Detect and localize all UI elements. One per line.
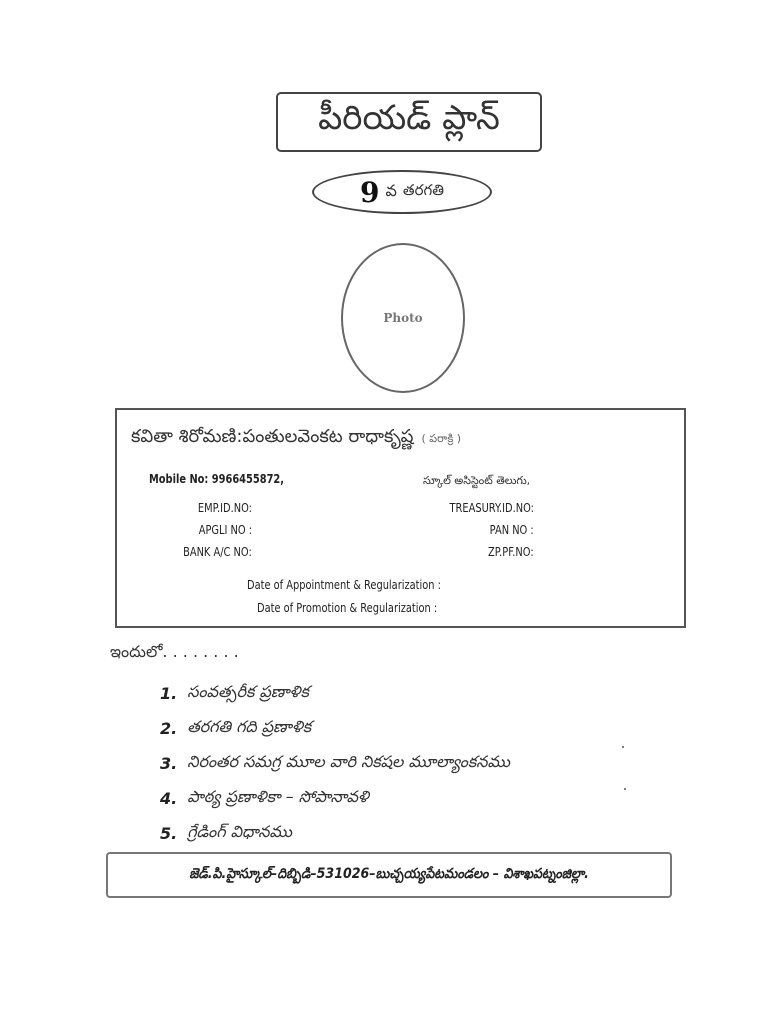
list-item xyxy=(160,816,510,851)
list-item xyxy=(160,676,510,711)
treasury-id-label: TREASURY.ID.NO: xyxy=(449,501,534,515)
list-item-number: 3. xyxy=(160,754,178,773)
appointment-date-label: Date of Appointment & Regularization : xyxy=(247,578,441,592)
pan-label: PAN NO : xyxy=(489,523,534,537)
class-badge xyxy=(312,170,492,214)
photo-label: Photo xyxy=(383,311,423,325)
speck-mark xyxy=(622,746,624,748)
contents-heading: ఇందులో. . . . . . . . xyxy=(110,642,239,661)
list-item-number: 4. xyxy=(160,789,178,808)
teacher-info-box xyxy=(115,408,686,628)
list-item-text: పాఠ్య ప్రణాళికా – సోపానావళి xyxy=(187,787,369,806)
promotion-date-label: Date of Promotion & Regularization : xyxy=(257,601,438,615)
teacher-name-note: ( పరాక్రి ) xyxy=(421,432,462,445)
photo-placeholder xyxy=(341,243,465,393)
apgli-label: APGLI NO : xyxy=(198,523,252,537)
list-item-number: 5. xyxy=(160,824,178,843)
designation: స్కూల్ అసిస్టెంట్ తెలుగు, xyxy=(423,474,531,487)
poet-title: కవితా శిరోమణి: xyxy=(131,426,243,447)
list-item-text: గ్రేడింగ్ విధానము xyxy=(187,822,292,841)
list-item-text: తరగతి గది ప్రణాళిక xyxy=(187,717,312,736)
zp-pf-label: ZP.PF.NO: xyxy=(488,545,534,559)
list-item xyxy=(160,711,510,746)
bank-account-label: BANK A/C NO: xyxy=(183,545,252,559)
emp-id-label: EMP.ID.NO: xyxy=(197,501,252,515)
list-item-text: సంవత్సరీక ప్రణాళిక xyxy=(187,682,309,701)
class-number: 9 xyxy=(360,175,380,209)
list-item xyxy=(160,746,510,781)
list-item-number: 1. xyxy=(160,684,178,703)
teacher-name: పంతులవెంకట రాధాకృష్ణ xyxy=(242,426,414,447)
list-item-number: 2. xyxy=(160,719,178,738)
list-item-text: నిరంతర సమగ్ర మూల వారి నికషల మూల్యాంకనము xyxy=(187,752,510,771)
mobile-number: Mobile No: 9966455872, xyxy=(149,472,285,486)
list-item xyxy=(160,781,510,816)
contents-list xyxy=(160,676,510,851)
teacher-name-row xyxy=(131,426,461,451)
school-address: జెడ్.పి.హైస్కూల్–దిబ్బిడి–531026–బుచ్చయ్యపేటమండలం – విశాఖపట్నంజిల్లా. xyxy=(189,865,589,882)
document-title: పీరియడ్ ప్లాన్ xyxy=(318,98,500,138)
class-word: తరగతి xyxy=(402,181,444,199)
school-address-box xyxy=(106,852,672,898)
speck-mark xyxy=(624,788,626,790)
class-suffix: వ xyxy=(385,180,397,200)
document-title-box xyxy=(276,92,542,152)
